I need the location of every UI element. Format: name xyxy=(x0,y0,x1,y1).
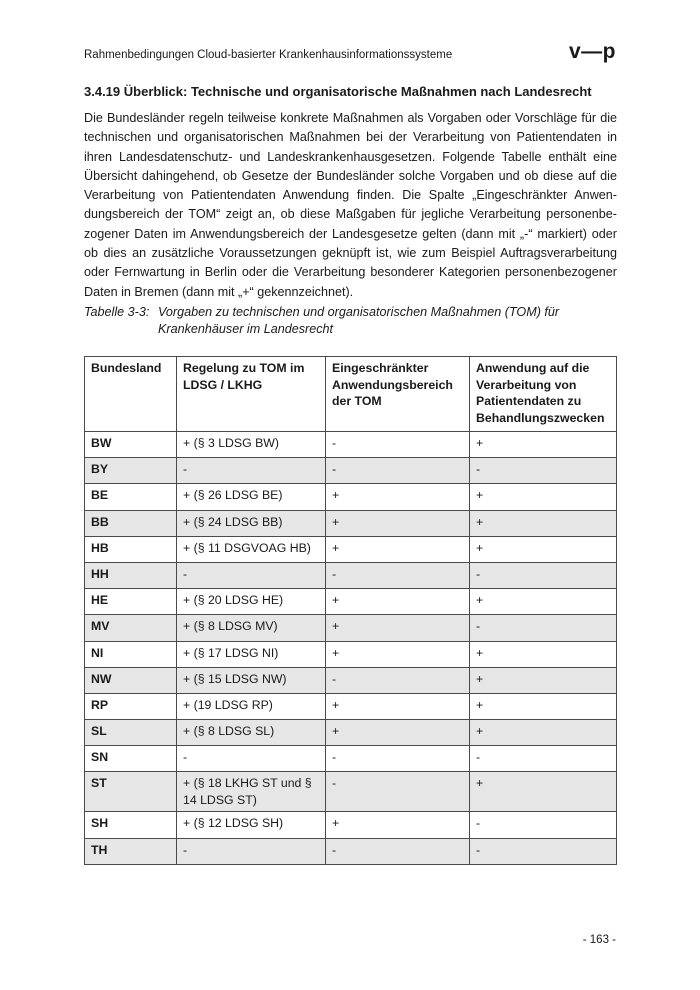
regelung-cell: + (§ 24 LDSG BB) xyxy=(177,510,326,536)
table-caption xyxy=(84,304,619,338)
regelung-cell: + (§ 20 LDSG HE) xyxy=(177,589,326,615)
table-row xyxy=(85,536,617,562)
anwendung-cell: - xyxy=(470,615,617,641)
regelung-cell: - xyxy=(177,562,326,588)
table-row xyxy=(85,720,617,746)
regelung-cell: - xyxy=(177,458,326,484)
state-cell: RP xyxy=(85,693,177,719)
eingeschraenkt-cell: + xyxy=(326,641,470,667)
table-row xyxy=(85,589,617,615)
eingeschraenkt-cell: - xyxy=(326,746,470,772)
page-number: - 163 - xyxy=(582,934,616,946)
eingeschraenkt-cell: - xyxy=(326,667,470,693)
regelung-cell: + (§ 26 LDSG BE) xyxy=(177,484,326,510)
regelung-cell: + (§ 17 LDSG NI) xyxy=(177,641,326,667)
eingeschraenkt-cell: - xyxy=(326,562,470,588)
regelung-cell: + (§ 11 DSGVOAG HB) xyxy=(177,536,326,562)
state-cell: SH xyxy=(85,812,177,838)
regelung-cell: - xyxy=(177,838,326,864)
state-cell: BE xyxy=(85,484,177,510)
state-cell: HH xyxy=(85,562,177,588)
eingeschraenkt-cell: - xyxy=(326,458,470,484)
eingeschraenkt-cell: - xyxy=(326,838,470,864)
state-cell: SN xyxy=(85,746,177,772)
eingeschraenkt-cell: - xyxy=(326,432,470,458)
caption-label: Tabelle 3-3: xyxy=(84,305,150,319)
anwendung-cell: - xyxy=(470,838,617,864)
anwendung-cell: + xyxy=(470,510,617,536)
anwendung-cell: + xyxy=(470,772,617,812)
anwendung-cell: - xyxy=(470,562,617,588)
table-row xyxy=(85,641,617,667)
table-row xyxy=(85,746,617,772)
table-row xyxy=(85,812,617,838)
eingeschraenkt-cell: + xyxy=(326,693,470,719)
running-header xyxy=(84,40,616,64)
publisher-logo: v—p xyxy=(568,40,616,63)
state-cell: MV xyxy=(85,615,177,641)
state-cell: BY xyxy=(85,458,177,484)
eingeschraenkt-cell: + xyxy=(326,615,470,641)
section-heading: 3.4.19 Überblick: Technische und organisatorische Maßnahmen nach Landesrecht xyxy=(84,84,592,99)
eingeschraenkt-cell: + xyxy=(326,720,470,746)
regelung-cell: + (§ 12 LDSG SH) xyxy=(177,812,326,838)
table-row xyxy=(85,510,617,536)
regelung-cell: - xyxy=(177,746,326,772)
table-row xyxy=(85,693,617,719)
state-cell: TH xyxy=(85,838,177,864)
table-row xyxy=(85,838,617,864)
table-row xyxy=(85,772,617,812)
eingeschraenkt-cell: + xyxy=(326,510,470,536)
eingeschraenkt-cell: + xyxy=(326,812,470,838)
state-cell: SL xyxy=(85,720,177,746)
regelung-cell: + (19 LDSG RP) xyxy=(177,693,326,719)
header-eingeschraenkt: Eingeschränkter Anwendungsbereich der TOM xyxy=(326,357,470,432)
anwendung-cell: + xyxy=(470,720,617,746)
table-row xyxy=(85,458,617,484)
anwendung-cell: - xyxy=(470,458,617,484)
running-title: Rahmenbedingungen Cloud-basierter Krankenhausinformationssysteme xyxy=(84,49,453,61)
header-bundesland: Bundesland xyxy=(85,357,177,432)
anwendung-cell: + xyxy=(470,432,617,458)
tom-table xyxy=(84,356,617,865)
table-header-row xyxy=(85,357,617,432)
eingeschraenkt-cell: + xyxy=(326,484,470,510)
anwendung-cell: + xyxy=(470,484,617,510)
state-cell: BW xyxy=(85,432,177,458)
anwendung-cell: + xyxy=(470,589,617,615)
header-anwendung: Anwendung auf die Verarbeitung von Patientendaten zu Behandlungszwecken xyxy=(470,357,617,432)
state-cell: NI xyxy=(85,641,177,667)
anwendung-cell: + xyxy=(470,667,617,693)
table-row xyxy=(85,562,617,588)
state-cell: BB xyxy=(85,510,177,536)
eingeschraenkt-cell: + xyxy=(326,589,470,615)
anwendung-cell: + xyxy=(470,536,617,562)
header-regelung: Regelung zu TOM im LDSG / LKHG xyxy=(177,357,326,432)
anwendung-cell: + xyxy=(470,693,617,719)
eingeschraenkt-cell: + xyxy=(326,536,470,562)
regelung-cell: + (§ 8 LDSG MV) xyxy=(177,615,326,641)
table-row xyxy=(85,432,617,458)
regelung-cell: + (§ 18 LKHG ST und § 14 LDSG ST) xyxy=(177,772,326,812)
anwendung-cell: + xyxy=(470,641,617,667)
regelung-cell: + (§ 8 LDSG SL) xyxy=(177,720,326,746)
eingeschraenkt-cell: - xyxy=(326,772,470,812)
table-body xyxy=(85,432,617,865)
caption-text: Vorgaben zu technischen und organisatorischen Maßnahmen (TOM) für Krankenhäuser im Landesrecht xyxy=(158,305,560,336)
anwendung-cell: - xyxy=(470,812,617,838)
table-row xyxy=(85,615,617,641)
state-cell: HE xyxy=(85,589,177,615)
anwendung-cell: - xyxy=(470,746,617,772)
state-cell: ST xyxy=(85,772,177,812)
state-cell: HB xyxy=(85,536,177,562)
table-row xyxy=(85,667,617,693)
regelung-cell: + (§ 3 LDSG BW) xyxy=(177,432,326,458)
body-paragraph: Die Bundesländer regeln teilweise konkrete Maßnahmen als Vorgaben oder Vorschläge für die technischen und organisatorischen Maßnahmen bei der Verarbeitung von Patientendaten in ihren Landesdatenschutz- und Landeskrankenhausgesetzen. Folgende Tabelle enthält eine Übersicht dahingehend, ob Gesetze der Bundesländer solche Vorgaben und ob diese auf die Verarbeitung von Patientendaten Anwendung finden. Die Spalte „Eingeschränkter Anwendungsbereich der TOM“ zeigt an, ob diese Maßgaben für jegliche Verarbeitung personenbezogener Daten im Anwendungsbereich der Landesgesetze gelten (dann mit „-“ markiert) oder ob dies an zusätzliche Voraussetzungen geknüpft ist, wie zum Beispiel Auftragsverarbeitung oder Fernwartung in Berlin oder die Verarbeitung besonderer Kategorien personenbezogener Daten in Bremen (dann mit „+“ gekennzeichnet). xyxy=(84,111,617,299)
regelung-cell: + (§ 15 LDSG NW) xyxy=(177,667,326,693)
table-row xyxy=(85,484,617,510)
state-cell: NW xyxy=(85,667,177,693)
